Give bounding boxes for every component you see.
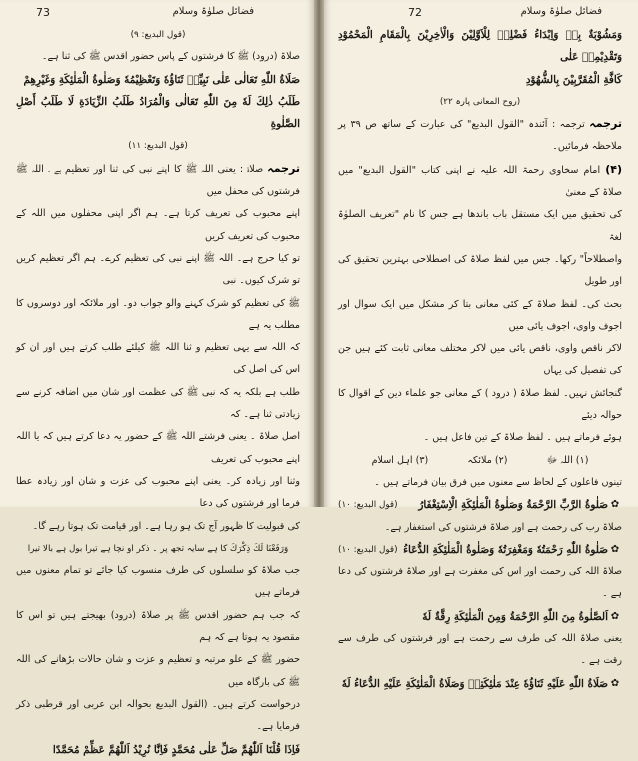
text-line: جب صلاۃ کو سلسلوں کی طرف منسوب کیا جائے تو تمام معنوں میں فرماتے ہیں [16, 565, 300, 599]
text-line: صلاۃ (درود) ﷺ کا فرشتوں کے پاس حضور اقدس ﷺ کی ثنا ہے۔ [41, 51, 300, 63]
arabic-line: صَلَاةُ اللّٰهِ تَعَالٰی عَلٰی نَبِيِّهٖ ثَنَاؤُهٗ وَتَعْظِيْمُهٗ وَصَلٰوةُ الْمَلٰئِكَةِ وَغَيْرِهِمْ [23, 73, 300, 86]
text-line: ترجمہ صلاۃ : یعنی اللہ ﷺ کا اپنے نبی کی ثنا اور تعظیم ہے ۔ اللہ ﷺ فرشتوں کی محفل میں [16, 161, 300, 198]
flower-bullet-icon: ✿ [610, 677, 620, 689]
arabic-line: صَلٰوةُ اللّٰهِ رَحْمَتُهٗ وَمَغْفِرَتُهٗ وَصَلٰوةُ الْمَلٰئِكَةِ الدُّعَاءُ [403, 543, 608, 556]
page-header [16, 6, 300, 24]
text-line: تو کیا حرج ہے۔ اللہ ﷺ اپنے نبی کی تعظیم کرے۔ ہم اگر تعظیم کریں تو شرک کیوں۔ نبی [16, 252, 300, 287]
reference: (قول البدیع: ۱۰) [338, 544, 398, 555]
page-body [16, 24, 300, 761]
text-line: حضور ﷺ کے علو مرتبہ و تعظیم و عزت و شان حالات بڑھانے کی اللہ ﷺ کی بارگاہ میں [16, 654, 300, 688]
text-line: صلاۃ رب کی رحمت ہے اور صلاۃ فرشتوں کی استغفار ہے۔ [384, 521, 622, 533]
page-right [324, 0, 638, 690]
text-line: ترجمہ ترجمہ : آئندہ "القول البدیع" کی عبارت کے ساتھ ص ۳۹ پر ملاحظہ فرمائیں۔ [338, 117, 622, 153]
agent-3: (۳) اہل اسلام [371, 454, 429, 466]
arabic-line: كَافَّةِ الْمُقَرَّبِيْنَ بِالشُّهُوْدِ [525, 73, 622, 86]
arabic-line: اَلصَّلٰوةُ مِنَ اللّٰهِ الرَّحْمَةُ وَمِنَ الْمَلٰئِكَةِ رِقَّةٌ لَهٗ [422, 610, 608, 623]
text-line: ﷺ کی تعظیم کو شرک کہنے والو جواب دو۔ اور ملائکہ اور دوسروں کا مطلب یہ ہے [16, 297, 300, 331]
list-item [338, 539, 622, 561]
text-line: واصطلاحاً" رکھا۔ جس میں لفظ صلاۃ کی اصطلاحی بہترین تحقیق کی اور طویل [338, 253, 622, 288]
page-body [338, 24, 622, 695]
reference: (قول البدیع: ۹) [130, 30, 186, 40]
list-item [338, 606, 622, 628]
running-title: فضائل صلوٰۃ وسلام [172, 6, 254, 17]
text-line: وثنا اور زیادہ کر۔ یعنی اپنے محبوب کی عزت و شان اور زیادہ عطا فرما اور فرشتوں کی دعا [16, 475, 300, 510]
flower-bullet-icon: ✿ [610, 499, 620, 511]
text-line: یعنی صلاۃ اللہ کی طرف سے رحمت ہے اور فرشتوں کی طرف سے رقت ہے ۔ [338, 633, 622, 667]
agent-1: (۱) اللہ ﷻ [546, 454, 589, 466]
text-line: صلاۃ اللہ کی رحمت اور اس کی مغفرت ہے اور صلاۃ فرشتوں کی دعا ہے ۔ [338, 566, 622, 600]
running-title: فضائل صلوٰۃ وسلام [520, 6, 602, 17]
arabic-line: فَاِذَا قُلْنَا اَللّٰهُمَّ صَلِّ عَلٰی مُحَمَّدٍ فَاِنَّا نُرِيْدُ اَللّٰهُمَّ عَظِّمْ مُحَمَّدًا [52, 743, 300, 756]
book-gutter [314, 0, 324, 507]
reference: (قول البدیع: ۱۰) [338, 500, 398, 511]
text-line: اصل صلاۃ ۔ یعنی فرشتے اللہ ﷺ کے حضور یہ دعا کرتے ہیں کہ یا اللہ اپنے محبوب کی تعریف [16, 431, 300, 465]
arabic-line: وَمَشُوْبَةٌ بِهٖ وَاِبْدَاءُ فَضْلِهٖ لِلْاَوَّلِيْنَ وَالْاٰخِرِيْنَ بِالْمَقَامِ الْمَحْمُوْدِ وَتَقْدِيْمِهٖ عَلٰی [338, 29, 622, 64]
page-number: 72 [408, 6, 422, 19]
text-line: ہوئے فرماتے ہیں ۔ لفظ صلاۃ کے تین فاعل ہیں ۔ [423, 432, 622, 444]
text-line: اپنے محبوب کی تعریف کرتا ہے۔ ہم اگر اپنی محفلوں میں اللہ کے محبوب کی تعریف کریں [16, 208, 300, 242]
reference: (قول البدیع: ۱۱) [128, 141, 188, 152]
flower-bullet-icon: ✿ [610, 543, 620, 555]
list-item [338, 494, 622, 516]
text-line: کہ اللہ سے یہی تعظیم و ثنا اللہ ﷺ کیلئے طلب کرتے ہیں اور ان کو اس کی اصل کی [16, 342, 300, 376]
agent-2: (۲) ملائکہ [467, 454, 508, 466]
page-number: 73 [36, 6, 50, 19]
list-item [338, 673, 622, 695]
page-header [338, 6, 622, 24]
arabic-line: صَلٰوةُ الرَّبِّ الرَّحْمَةُ وَصَلٰوةُ الْمَلٰئِكَةِ الْاِسْتِغْفَارُ [418, 499, 608, 512]
tarjama-label: ترجمہ [267, 161, 300, 175]
text-line: درخواست کرتے ہیں۔ (القول البدیع بحوالہ ابن عربی اور قرطبی ذکر فرمایا ہے۔ [16, 698, 300, 733]
verse-line: وَرَفَعْنَا لَكَ ذِكْرَكَ کا ہے سایہ تجھ پر ۔ ذکر او نچا ہے تیرا بول ہے بالا تیرا [27, 543, 289, 554]
text-line: تینوں فاعلوں کے لحاظ سے معنوں میں فرق بیان فرماتے ہیں ۔ [374, 476, 622, 488]
reference: (روح المعانی پارہ ۲۲) [439, 96, 521, 107]
paragraph-number: (۴) [605, 162, 622, 176]
page-left [0, 0, 314, 756]
flower-bullet-icon: ✿ [610, 610, 620, 622]
text-line: لاکر ناقص واوی، ناقص یائی میں لاکر مختلف معانی ثابت کئے ہیں جن کی تفصیل کی یہاں [338, 343, 622, 377]
three-agents [338, 450, 622, 472]
text-line: کی قبولیت کا ظہور آج تک ہو رہا ہے۔ اور قیامت تک ہوتا رہے گا۔ [32, 520, 300, 532]
text-line: کہ جب ہم حضور اقدس ﷺ پر صلاۃ (درود) بھیجتے ہیں تو اس کا مقصود یہ ہوتا ہے کہ ہم [16, 609, 300, 644]
text-line: بحث کی۔ لفظ صلاۃ کے کئی معانی بتا کر مشکل میں ایک سوال اور اجوف واوی، اجوف یائی میں [338, 298, 622, 332]
arabic-line: طَلَبُ ذٰلِكَ لَهٗ مِنَ اللّٰهِ تَعَالٰی وَالْمُرَادُ طَلَبُ الزِّيَادَةِ لَا طَلَبُ أَصْلِ الصَّلٰوةِ [16, 95, 300, 131]
text-line: گنجائش نہیں۔ لفظ صلاۃ ( درود ) کے معانی جو علماء دین کے اقوال کا حوالہ دیئے [338, 387, 622, 422]
text-line: کی تحقیق میں ایک مستقل باب باندھا ہے جس کا نام "تعریف الصلوٰۃ لغۃ [338, 209, 622, 243]
text-line: طلب ہے بلکہ یہ کہ نبی ﷺ کی عظمت اور شان میں اضافہ کرنے سے زیادتی ثنا ہے۔ کہ [16, 386, 300, 421]
arabic-line: صَلَاةُ اللّٰهِ عَلَيْهِ ثَنَاؤُهٗ عِنْدَ مَلٰئِكَتِهٖ وَصَلَاةُ الْمَلٰئِكَةِ عَلَيْهِ الدُّعَاءُ لَهٗ [341, 677, 608, 690]
tarjama-label: ترجمہ [589, 117, 622, 131]
text-line: (۴) امام سخاوی رحمۃ اللہ علیہ نے اپنی کتاب "القول البدیع" میں صلاۃ کے معنیٰ [338, 162, 622, 199]
